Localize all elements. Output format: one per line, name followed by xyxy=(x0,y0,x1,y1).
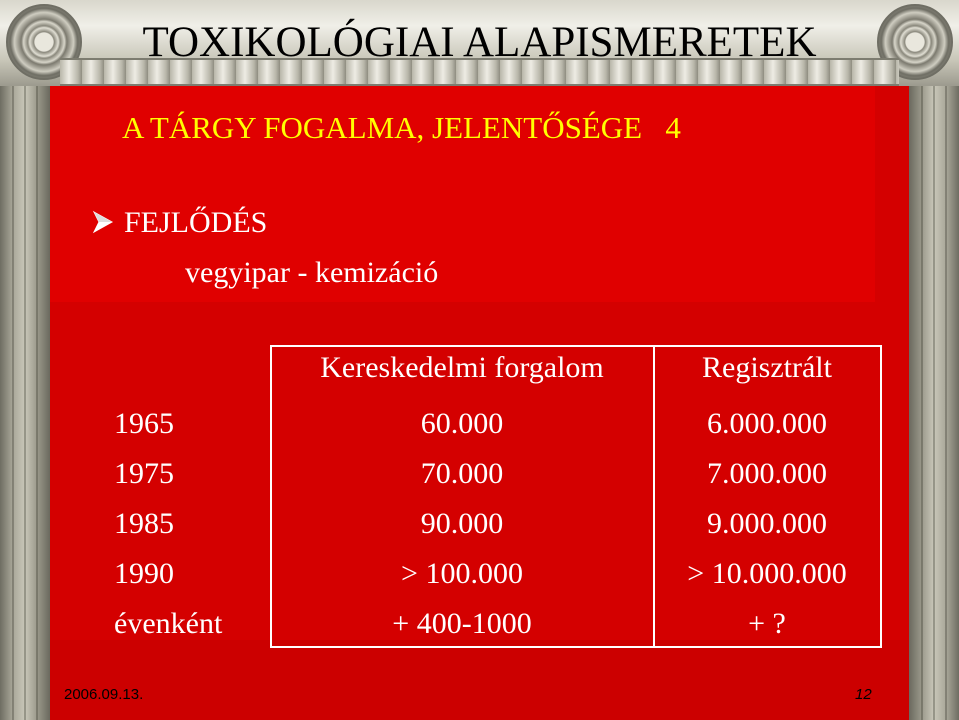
slide-body-lower xyxy=(50,640,909,720)
table-cell: 70.000 xyxy=(420,457,504,490)
bullet-subtext: vegyipar - kemizáció xyxy=(185,256,439,289)
table-cell-year: 1990 xyxy=(114,557,174,590)
table-cell: > 10.000.000 xyxy=(687,557,847,590)
slide-subtitle: A TÁRGY FOGALMA, JELENTŐSÉGE 4 xyxy=(122,110,681,145)
bullet-text: FEJLŐDÉS xyxy=(124,206,268,239)
bullet-item xyxy=(92,206,267,240)
footer-date: 2006.09.13. xyxy=(64,686,144,703)
slide-title: TOXIKOLÓGIAI ALAPISMERETEK xyxy=(142,19,817,66)
left-column-decoration xyxy=(0,0,50,720)
table-cell-year: 1965 xyxy=(114,407,174,440)
table-cell: 90.000 xyxy=(420,507,504,540)
table-cell: + 400-1000 xyxy=(392,607,532,640)
table-header: Regisztrált xyxy=(702,351,832,384)
table-cell: 9.000.000 xyxy=(707,507,827,540)
table-cell: 60.000 xyxy=(420,407,504,440)
data-table xyxy=(98,345,882,648)
table-cell: 6.000.000 xyxy=(707,407,827,440)
table-header: Kereskedelmi forgalom xyxy=(320,351,604,384)
table-cell-year: évenként xyxy=(114,607,223,640)
table-cell: + ? xyxy=(748,607,786,640)
table-cell: > 100.000 xyxy=(401,557,523,590)
table-cell: 7.000.000 xyxy=(707,457,827,490)
page-number: 12 xyxy=(855,686,872,703)
table-cell-year: 1985 xyxy=(114,507,174,540)
table-cell-year: 1975 xyxy=(114,457,174,490)
right-column-decoration xyxy=(909,0,959,720)
arrow-icon xyxy=(92,210,114,234)
